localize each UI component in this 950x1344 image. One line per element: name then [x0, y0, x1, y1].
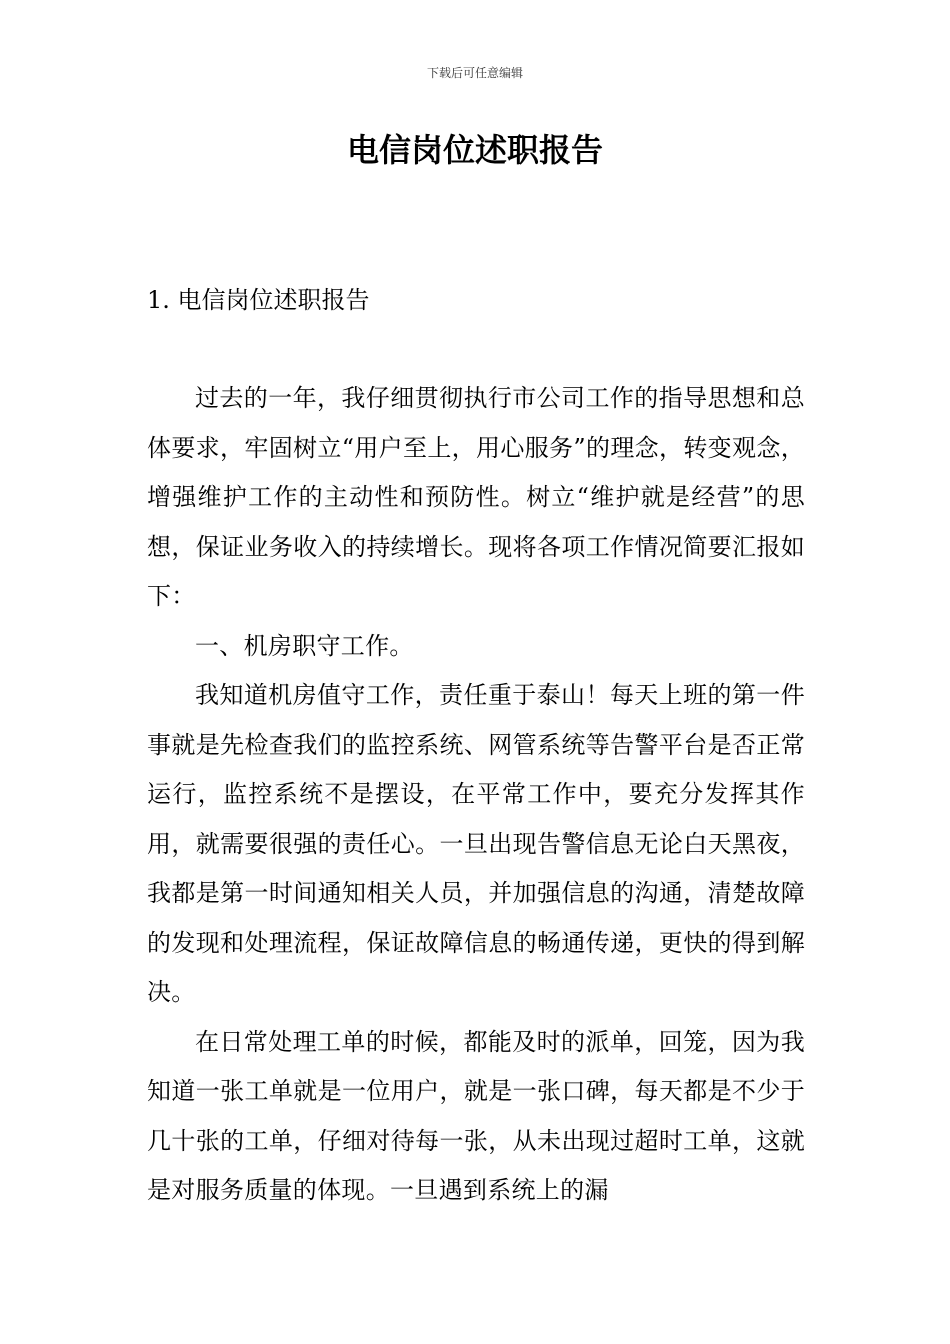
- section-heading: 1. 电信岗位述职报告: [147, 286, 370, 314]
- document-title: 电信岗位述职报告: [346, 131, 603, 169]
- paragraph-subheading-machine-room: 一、机房职守工作。: [195, 631, 414, 660]
- paragraph-work-orders: 在日常处理工单的时候，都能及时的派单，回笼，因为我知道一张工单就是一位用户，就是一张口碑，每天都是不少于几十张的工单，仔细对待每一张，从未出现过超时工单，这就是对服务质量的体现。一旦遇到系统上的漏: [147, 1027, 805, 1204]
- paragraph-intro: 过去的一年，我仔细贯彻执行市公司工作的指导思想和总体要求，牢固树立“用户至上，用心服务”的理念，转变观念，增强维护工作的主动性和预防性。树立“维护就是经营”的思想，保证业务收入的持续增长。现将各项工作情况简要汇报如下：: [147, 384, 805, 610]
- document-body: [147, 374, 805, 1216]
- header-note: 下载后可任意编辑: [426, 66, 523, 80]
- paragraph-machine-room-duty: 我知道机房值守工作，责任重于泰山！每天上班的第一件事就是先检查我们的监控系统、网管系统等告警平台是否正常运行，监控系统不是摆设，在平常工作中，要充分发挥其作用，就需要很强的责任心。一旦出现告警信息无论白天黑夜，我都是第一时间通知相关人员，并加强信息的沟通，清楚故障的发现和处理流程，保证故障信息的畅通传递，更快的得到解决。: [147, 681, 805, 1006]
